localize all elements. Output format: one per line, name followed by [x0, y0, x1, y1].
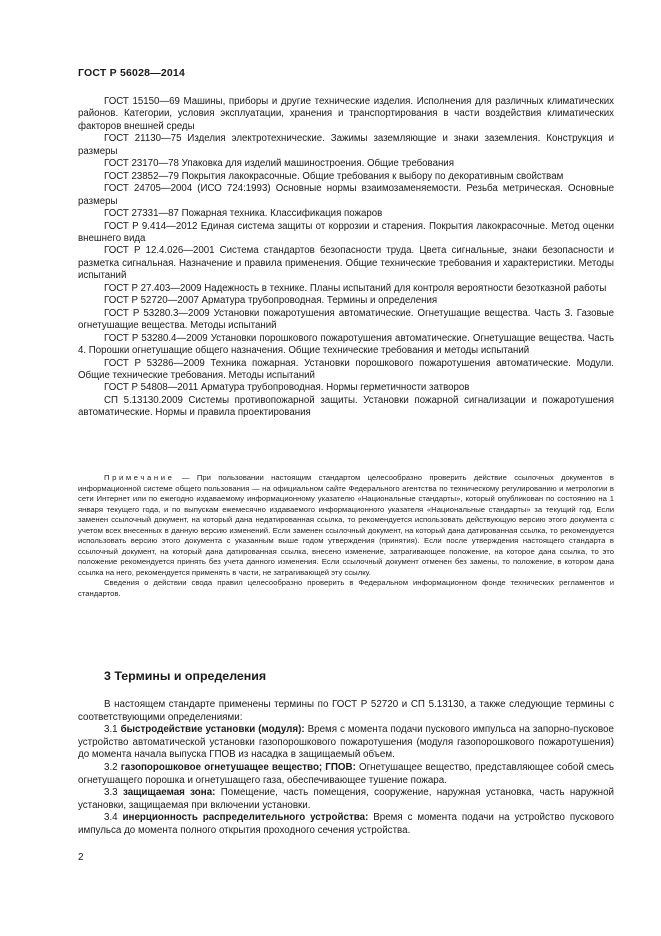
term-item	[78, 762, 614, 787]
term-number: 3.3	[104, 787, 118, 799]
section-title: 3 Термины и определения	[104, 669, 267, 683]
term-definition: Огнетушащее вещество, представляющее собой смесь огнетушащего порошка и огнетушащего газа, обеспечивающее тушение пожара.	[78, 761, 615, 786]
references-note	[78, 473, 614, 599]
reference-item: ГОСТ 27331—87 Пожарная техника. Классификация пожаров	[104, 208, 383, 220]
reference-item: ГОСТ 23852—79 Покрытия лакокрасочные. Общие требования к выбору по декоративным свойствам	[104, 170, 564, 182]
term-definition: Время с момента подачи пускового импульса на запорно-пусковое устройство автоматической установки газопорошкового пожаротушения (модуля газопорошкового пожаротушения) до момента начала выпуска ГПОВ из насадка в защищаемый объем.	[78, 724, 614, 761]
term-name: газопорошковое огнетушащее вещество; ГПОВ:	[120, 761, 356, 773]
document-header: ГОСТ Р 56028—2014	[78, 67, 186, 79]
reference-item: ГОСТ Р 12.4.026—2001 Система стандартов безопасности труда. Цвета сигнальные, знаки безопасности и разметка сигнальная. Назначение и правила применения. Общие технические требования и характеристики. Методы испытаний	[78, 245, 614, 282]
terms-list	[78, 699, 614, 838]
reference-item: ГОСТ Р 53286—2009 Техника пожарная. Установки порошкового пожаротушения автоматические. Модули. Общие технические требования. Методы испытаний	[78, 357, 614, 381]
reference-item: ГОСТ 21130—75 Изделия электротехнические. Зажимы заземляющие и знаки заземления. Конструкция и размеры	[78, 133, 614, 157]
reference-item: ГОСТ Р 53280.4—2009 Установки порошкового пожаротушения автоматические. Огнетушащие вещества. Часть 4. Порошки огнетушащие общего назначения. Общие технические требования и методы испытаний	[78, 332, 614, 357]
reference-item: ГОСТ Р 52720—2007 Арматура трубопроводная. Термины и определения	[104, 295, 438, 307]
term-name: быстродействие установки (модуля):	[120, 724, 305, 736]
term-name: инерционность распределительного устройства:	[122, 812, 369, 824]
term-number: 3.2	[104, 761, 118, 773]
reference-item: ГОСТ Р 53280.3—2009 Установки пожаротушения автоматические. Огнетушащие вещества. Часть 3. Газовые огнетушащие вещества. Методы испытаний	[78, 307, 614, 332]
term-definition: Время с момента подачи на устройство пускового импульса до момента полного открытия проходного сечения устройства.	[78, 812, 614, 836]
reference-item: ГОСТ Р 27.403—2009 Надежность в технике. Планы испытаний для контроля вероятности безотказной работы	[104, 282, 607, 294]
term-number: 3.4	[104, 812, 118, 824]
term-name: защищаемая зона:	[122, 787, 216, 799]
reference-item: СП 5.13130.2009 Системы противопожарной защиты. Установки пожарной сигнализации и пожаротушения автоматические. Нормы и правила проектирования	[78, 394, 614, 419]
term-number: 3.1	[104, 724, 118, 736]
reference-item: ГОСТ Р 54808—2011 Арматура трубопроводная. Нормы герметичности затворов	[104, 382, 470, 394]
section-intro: В настоящем стандарте применены термины по ГОСТ Р 52720 и СП 5.13130, а также следующие термины с соответствующими определениями:	[78, 699, 614, 723]
reference-item: ГОСТ 23170—78 Упаковка для изделий машиностроения. Общие требования	[104, 158, 454, 170]
note-paragraph	[78, 473, 614, 578]
term-item	[78, 812, 614, 837]
normative-references-list	[78, 96, 614, 420]
term-definition: Помещение, часть помещения, сооружение, наружная установка, часть наружной установки, защищаемая при включении установки.	[78, 787, 614, 811]
reference-item: ГОСТ 24705—2004 (ИСО 724:1993) Основные нормы взаимозаменяемости. Резьба метрическая. Основные размеры	[78, 183, 614, 207]
term-item	[78, 724, 614, 762]
note-extra: Сведения о действии свода правил целесообразно проверить в Федеральном информационном фонде технических регламентов и стандартов.	[78, 578, 614, 598]
reference-item: ГОСТ 15150—69 Машины, приборы и другие технические изделия. Исполнения для различных климатических районов. Категории, условия эксплуатации, хранения и транспортирования в части воздействия климатических факторов внешней среды	[78, 96, 614, 132]
term-item	[78, 787, 614, 812]
note-text: — При пользовании настоящим стандартом целесообразно проверить действие ссылочных документов в информационной системе общего пользования — на официальном сайте Федерального агентства по техническому регулированию и метрологии в сети Интернет или по ежегодно издаваемому информационному указателю «Национальные стандарты», который опубликован по состоянию на 1 января текущего года, и по выпускам ежемесячно издаваемого информационного указателя «Национальные стандарты» за текущий год. Если заменен ссылочный документ, на который дана недатированная ссылка, то рекомендуется использовать действующую версию этого документа с учетом всех внесенных в данную версию изменений. Если заменен ссылочный документ, на который дана датированная ссылка, то рекомендуется использовать версию этого документа с указанным выше годом утверждения (принятия). Если после утверждения настоящего стандарта в ссылочный документ, на который дана датированная ссылка, внесено изменение, затрагивающее положение, на которое дана ссылка, то это положение рекомендуется принять без учета данного изменения. Если ссылочный документ отменен без замены, то положение, в котором дана ссылка на него, рекомендуется применять в части, не затрагивающей эту ссылку.	[78, 473, 614, 577]
reference-item: ГОСТ Р 9.414—2012 Единая система защиты от коррозии и старения. Покрытия лакокрасочные. Метод оценки внешнего вида	[78, 220, 614, 244]
note-label: Примечание	[104, 473, 175, 482]
page-number: 2	[78, 852, 84, 863]
